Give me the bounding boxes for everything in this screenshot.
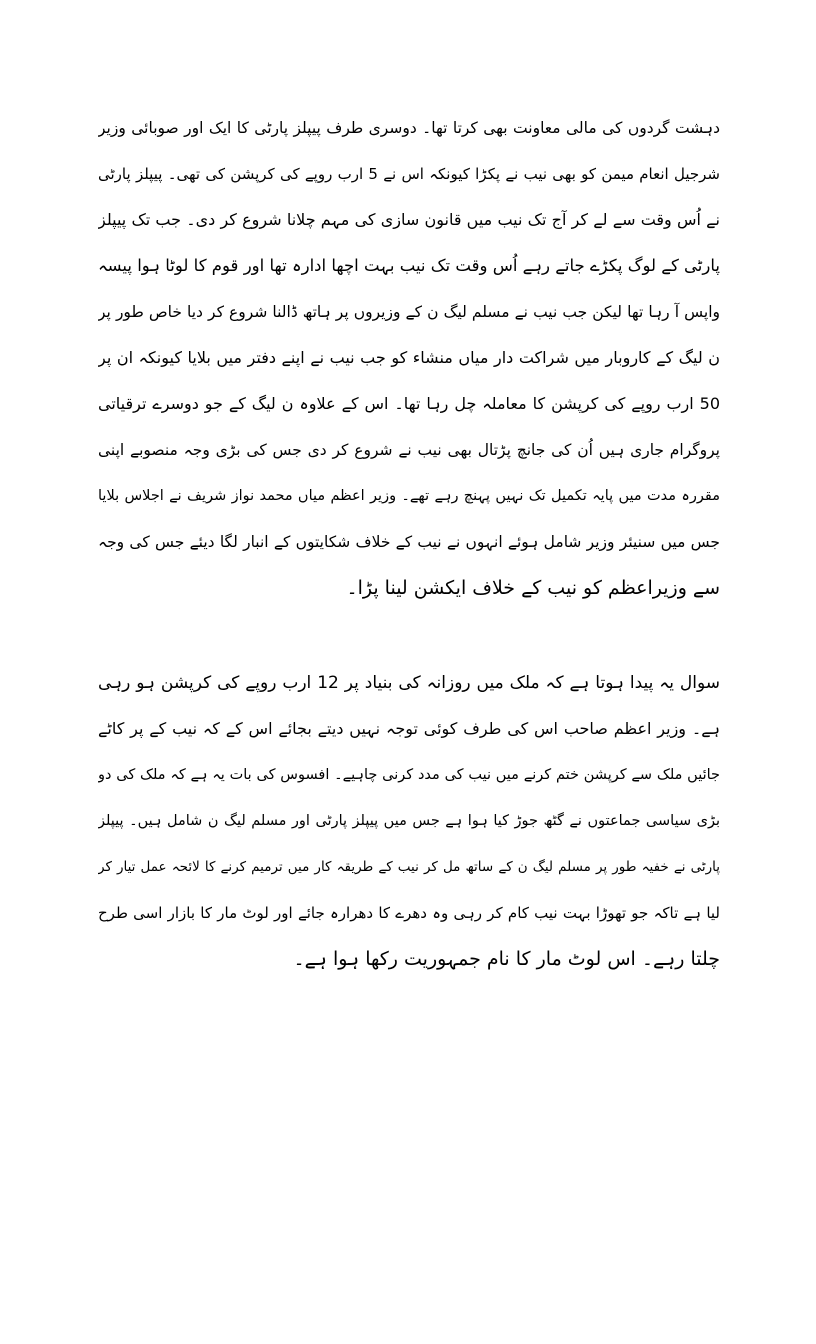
paragraph-line: شرجیل انعام میمن کو بھی نیب نے پکڑا کیونکہ اس نے 5 ارب روپے کی کرپشن کی تھی۔ پیپلز پارٹی	[98, 165, 720, 183]
paragraph-line: 50 ارب روپے کی کرپشن کا معاملہ چل رہا تھا۔ اس کے علاوہ ن لیگ کے جو دوسرے ترقیاتی	[98, 394, 720, 413]
paragraph-line: سوال یہ پیدا ہوتا ہے کہ ملک میں روزانہ کی بنیاد پر 12 ارب روپے کی کرپشن ہو رہی	[98, 673, 720, 693]
paragraph-line: پروگرام جاری ہیں اُن کی جانچ پڑتال بھی نیب نے شروع کر دی جس کی بڑی وجہ منصوبے اپنی	[98, 441, 720, 459]
paragraph-line: دہشت گردوں کی مالی معاونت بھی کرتا تھا۔ دوسری طرف پیپلز پارٹی کا ایک اور صوبائی وزیر	[98, 119, 720, 137]
paragraph-line: بڑی سیاسی جماعتوں نے گٹھ جوڑ کیا ہوا ہے جس میں پیپلز پارٹی اور مسلم لیگ ن شامل ہیں۔ پیپلز	[98, 813, 720, 829]
paragraph-line: لیا ہے تاکہ جو تھوڑا بہت نیب کام کر رہی وہ دھرے کا دھرارہ جائے اور لوٹ مار کا بازار اسی طرح	[98, 904, 720, 922]
paragraph-line: مقررہ مدت میں پایہ تکمیل تک نہیں پہنچ رہے تھے۔ وزیر اعظم میاں محمد نواز شریف نے اجلاس بلایا	[98, 488, 720, 504]
paragraph-2	[98, 660, 720, 982]
paragraph-line: چلتا رہے۔ اس لوٹ مار کا نام جمہوریت رکھا ہوا ہے۔	[293, 948, 720, 970]
paragraph-line: سے وزیراعظم کو نیب کے خلاف ایکشن لینا پڑا۔	[346, 577, 720, 599]
paragraph-line: نے اُس وقت سے لے کر آج تک نیب میں قانون سازی کی مہم چلانا شروع کر دی۔ جب تک پیپلز	[98, 210, 720, 229]
paragraph-line: واپس آ رہا تھا لیکن جب نیب نے مسلم لیگ ن کے وزیروں پر ہاتھ ڈالنا شروع کر دیا خاص طور پر	[98, 303, 720, 321]
paragraph-line: پارٹی نے خفیہ طور پر مسلم لیگ ن کے ساتھ مل کر نیب کے طریقہ کار میں ترمیم کرنے کا لائحہ عمل تیار کر	[98, 859, 720, 875]
paragraph-line: ن لیگ کے کاروبار میں شراکت دار میاں منشاء کو جب نیب نے اپنے دفتر میں بلایا کیونکہ ان پر	[98, 348, 720, 367]
paragraph-1	[98, 105, 720, 611]
paragraph-line: پارٹی کے لوگ پکڑے جاتے رہے اُس وقت تک نیب بہت اچھا ادارہ تھا اور قوم کا لوٹا ہوا پیسہ	[98, 256, 720, 275]
paragraph-line: ہے۔ وزیر اعظم صاحب اس کی طرف کوئی توجہ نہیں دیتے بجائے اس کے کہ نیب کے پر کاٹے	[98, 719, 720, 738]
paragraph-line: جس میں سنیئر وزیر شامل ہوئے انہوں نے نیب کے خلاف شکایتوں کے انبار لگا دیئے جس کی وجہ	[98, 533, 720, 551]
paragraph-line: جائیں ملک سے کرپشن ختم کرنے میں نیب کی مدد کرنی چاہیے۔ افسوس کی بات یہ ہے کہ ملک کی دو	[98, 767, 720, 783]
